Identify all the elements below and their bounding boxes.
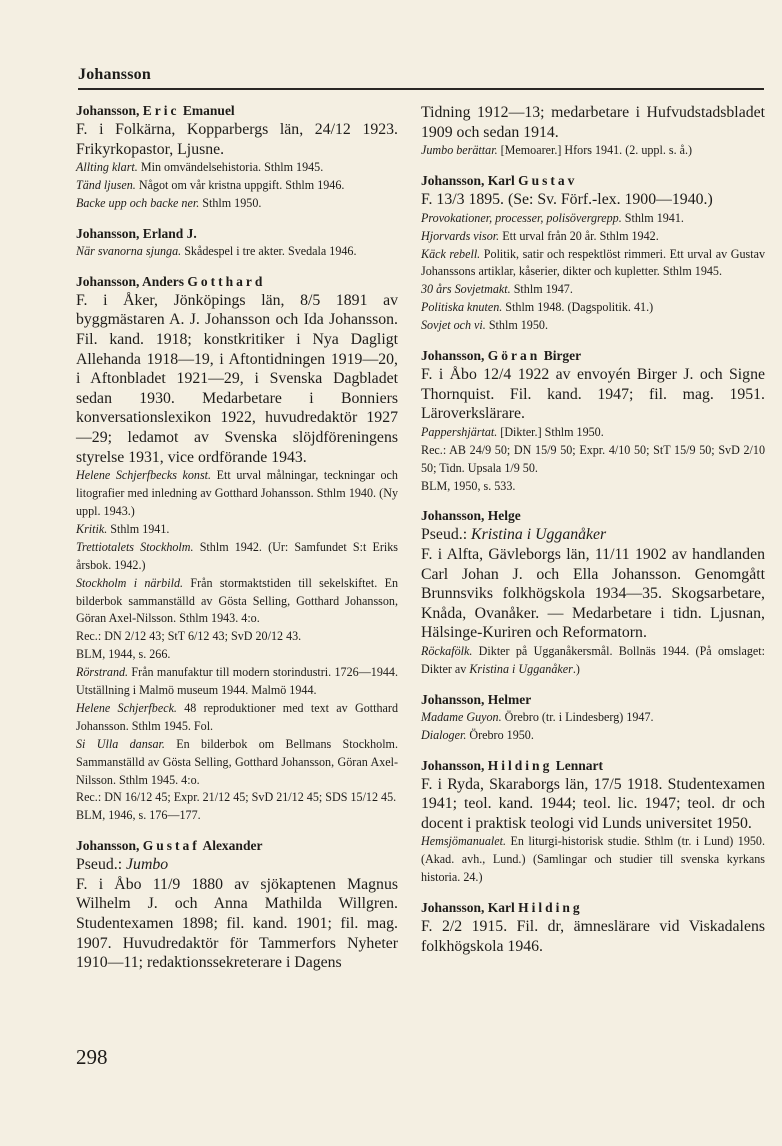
entry-gustaf-alexander-continued (421, 103, 765, 160)
work-item: Madame Guyon. Örebro (tr. i Lindesberg) 1947. (421, 709, 654, 724)
work-item: Tänd ljusen. Något om vår kristna uppgift. Sthlm 1946. (76, 178, 345, 193)
work-item: Allting klart. Min omvändelsehistoria. Sthlm 1945. (76, 160, 324, 175)
work-item: Hemsjömanualet. En liturgi-historisk studie. Sthlm (tr. i Lund) 1950. (Akad. avh., Lund.) (Samlingar och studier till svenska kyrkans historia. 24.) (421, 834, 765, 885)
entry-heading: Johansson, Hilding Lennart (421, 757, 603, 773)
entry-karl-gustav (421, 173, 765, 335)
entry-heading: Johansson, Helmer (421, 691, 532, 707)
work-item: Dialoger. Örebro 1950. (421, 727, 534, 742)
work-item: Röckafölk. Dikter på Ugganåkersmål. Bollnäs 1944. (På omslaget: Dikter av Kristina i Ugganåker.) (421, 644, 765, 676)
review-line: Rec.: AB 24/9 50; DN 15/9 50; Expr. 4/10 50; StT 15/9 50; SvD 2/10 50; Tidn. Upsala 1/9 50. (421, 442, 765, 475)
entry-heading: Johansson, Gustaf Alexander (76, 838, 263, 854)
biography: F. i Folkärna, Kopparbergs län, 24/12 1923. Frikyrkopastor, Ljusne. (76, 121, 398, 158)
review-line: BLM, 1944, s. 266. (76, 647, 171, 662)
entry-goran-birger (421, 348, 765, 495)
work-item: Helene Schjerfbeck. 48 reproduktioner med text av Gotthard Johansson. Sthlm 1945. Fol. (76, 700, 398, 733)
work-item: Pappershjärtat. [Dikter.] Sthlm 1950. (421, 424, 604, 439)
biography: F. i Åker, Jönköpings län, 8/5 1891 av byggmästaren A. J. Johansson och Ida Johansson. Fil. kand. 1918; konstkritiker i Nya Dagligt Allehanda 1918—19, i Aftontidningen 1919—20, i Aftonbladet 1921—29, i Svenska Dagbladet sedan 1930. Medarbetare i Bonniers konversationslexikon 1922, huvudredaktör 1927—29; ledamot av Svenska slöjdföreningens styrelse 1931, vice ordförande 1943. (76, 291, 398, 466)
right-column (421, 103, 765, 969)
work-item: Stockholm i närbild. Från stormaktstiden till sekelskiftet. En bilderbok sammanställd av Gösta Selling, Gotthard Johansson, Göran Axel-Nilsson. Sthlm 1943. 4:o. (76, 575, 398, 626)
left-column (76, 103, 398, 986)
biography: F. i Åbo 12/4 1922 av envoyén Birger J. och Signe Thornquist. Fil. kand. 1947; fil. mag. 1951. Läroverkslärare. (421, 366, 765, 423)
work-item: 30 års Sovjetmakt. Sthlm 1947. (421, 282, 573, 297)
work-item: Politiska knuten. Sthlm 1948. (Dagspolitik. 41.) (421, 300, 654, 315)
entry-gustaf-alexander (76, 838, 398, 973)
running-title: Johansson (78, 66, 151, 83)
pseudonym: Pseud.: Kristina i Ugganåker (421, 526, 607, 544)
work-item: Backe upp och backe ner. Sthlm 1950. (76, 196, 262, 210)
entry-heading: Johansson, Anders Gotthard (76, 273, 266, 289)
entry-heading: Johansson, Karl Hilding (421, 900, 583, 916)
review-line: Rec.: DN 16/12 45; Expr. 21/12 45; SvD 21/12 45; SDS 15/12 45. (76, 790, 397, 805)
biography: Tidning 1912—13; medarbetare i Hufvudstadsbladet 1909 och sedan 1914. (421, 104, 765, 141)
entry-karl-hilding (421, 900, 765, 956)
work-item: Provokationer, processer, polisövergrepp. Sthlm 1941. (421, 210, 684, 225)
work-item: Si Ulla dansar. En bilderbok om Bellmans Stockholm. Sammanställd av Gösta Selling, Gotthard Johansson, Göran Axel-Nilsson. Sthlm 1945. 4:o. (76, 736, 398, 787)
work-item: Jumbo berättar. [Memoarer.] Hfors 1941. (2. uppl. s. å.) (421, 143, 693, 158)
pseudonym: Pseud.: Jumbo (76, 856, 169, 874)
biography: F. i Ryda, Skaraborgs län, 17/5 1918. Studentexamen 1941; teol. kand. 1944; teol. lic. 1947; teol. dr och docent i praktisk teologi vid Lunds universitet 1950. (421, 775, 765, 832)
entry-anders-gotthard (76, 274, 398, 825)
biography: F. i Åbo 11/9 1880 av sjökaptenen Magnus Wilhelm J. och Anna Mathilda Willgren. Studentexamen 1898; fil. kand. 1901; fil. mag. 1907. Huvudredaktör för Tammerfors Nyheter 1910—11; redaktionssekreterare i Dagens (76, 875, 398, 972)
work-item: Rörstrand. Från manufaktur till modern storindustri. 1726—1944. Utställning i Malmö museum 1944. Malmö 1944. (76, 665, 398, 698)
page-number: 298 (76, 1045, 108, 1069)
work-item: Sovjet och vi. Sthlm 1950. (421, 318, 548, 333)
entry-hilding-lennart (421, 758, 765, 888)
entry-helmer (421, 692, 765, 745)
review-line: BLM, 1946, s. 176—177. (76, 808, 201, 823)
work-item: När svanorna sjunga. Skådespel i tre akter. Svedala 1946. (76, 243, 357, 258)
work-item: Käck rebell. Politik, satir och respektlöst rimmeri. Ett urval av Gustav Johanssons artiklar, kåserier, dikter och kupletter. Sthlm 1945. (421, 246, 765, 279)
review-line: Rec.: DN 2/12 43; StT 6/12 43; SvD 20/12 43. (76, 629, 302, 644)
work-item: Hjorvards visor. Ett urval från 20 år. Sthlm 1942. (421, 228, 659, 243)
entry-heading: Johansson, Helge (421, 508, 521, 524)
work-item: Trettiotalets Stockholm. Sthlm 1942. (Ur: Samfundet S:t Eriks årsbok. 1942.) (76, 539, 399, 572)
entry-heading: Johansson, Eric Emanuel (76, 103, 235, 118)
work-item: Helene Schjerfbecks konst. Ett urval målningar, teckningar och litografier med inledning av Gotthard Johansson. Sthlm 1940. (Ny uppl. 1943.) (76, 468, 398, 518)
biography: F. i Alfta, Gävleborgs län, 11/11 1902 av handlanden Carl Johan J. och Ella Johansson. Genomgått Brunnsviks folkhögskola 1934—35. Skogsarbetare, Knåda, Ovanåker. — Medarbetare i tidn. Ljusnan, Hälsinge-Kuriren och Reformatorn. (421, 546, 765, 642)
review-line: BLM, 1950, s. 533. (421, 478, 516, 493)
entry-eric-emanuel (76, 103, 398, 213)
header-rule (78, 88, 764, 90)
entry-heading: Johansson, Erland J. (76, 225, 197, 241)
biography: F. 13/3 1895. (Se: Sv. Förf.-lex. 1900—1940.) (421, 191, 713, 209)
entry-heading: Johansson, Göran Birger (421, 348, 582, 364)
entry-heading: Johansson, Karl Gustav (421, 173, 578, 189)
entry-helge (421, 508, 765, 678)
entry-erland-j (76, 226, 398, 261)
work-item: Kritik. Sthlm 1941. (76, 521, 170, 536)
biography: F. 2/2 1915. Fil. dr, ämneslärare vid Viskadalens folkhögskola 1946. (421, 918, 765, 955)
